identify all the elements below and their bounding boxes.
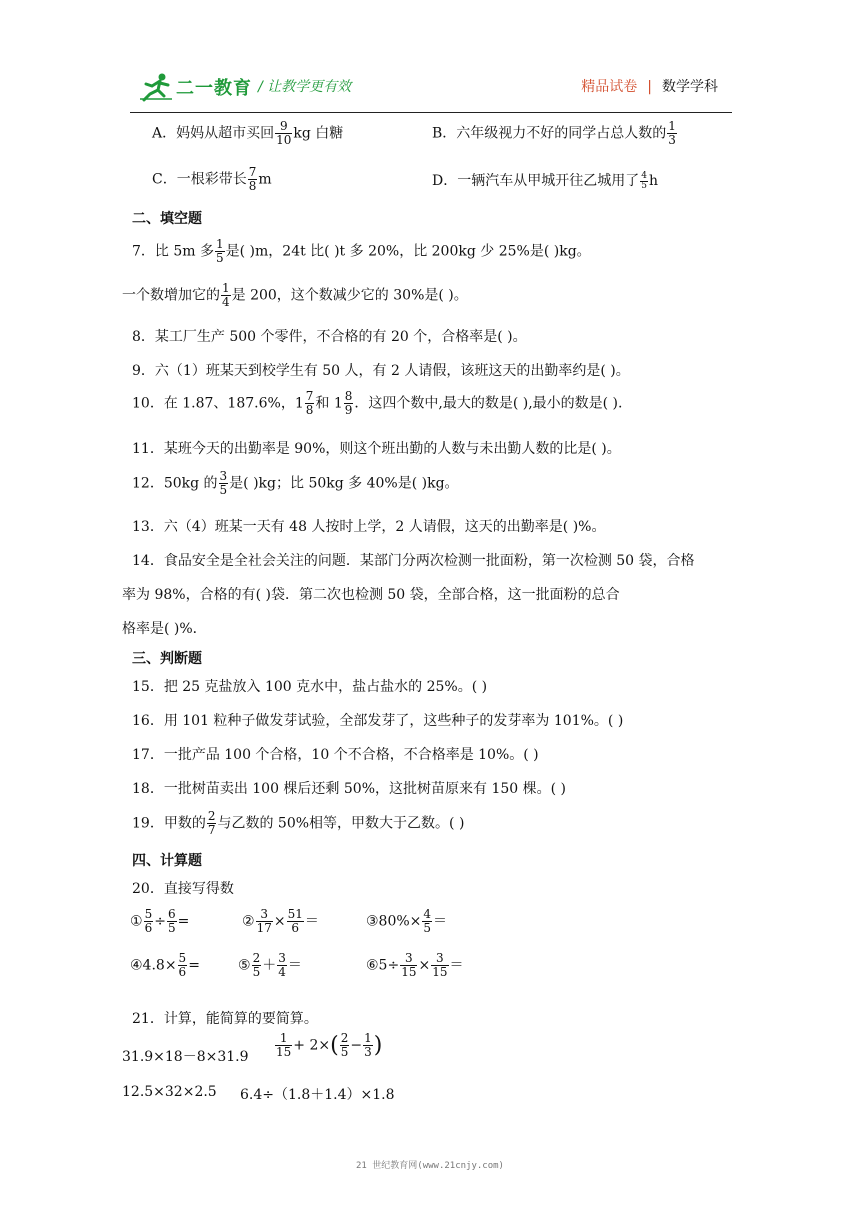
denominator: 17 [256, 921, 272, 935]
fraction [219, 470, 229, 497]
q21-expression-2 [274, 1032, 382, 1059]
equals: ＝ [287, 957, 302, 974]
denominator: 5 [167, 921, 176, 935]
operator: × [418, 957, 431, 974]
runner-logo-icon [138, 72, 174, 102]
section-title-judge: 三、判断题 [132, 651, 202, 667]
numerator: 5 [178, 951, 187, 965]
question-18: 18．一批树苗卖出 100 棵后还剩 50%，这批树苗原来有 150 棵。( ) [132, 781, 566, 797]
question-15: 15．把 25 克盐放入 100 克水中，盐占盐水的 25%。( ) [132, 679, 488, 695]
equals: ＝ [433, 913, 448, 930]
denominator: 6 [291, 921, 300, 935]
logo [138, 70, 258, 104]
operator: − [350, 1037, 363, 1054]
q19-text: 19．甲数的 [132, 815, 206, 832]
question-14-line1: 14．食品安全是全社会关注的问题．某部门分两次检测一批面粉，第一次检测 50 袋，合格 [132, 553, 695, 569]
q7-text-rest: 是( )m，24t 比( )t 多 20%，比 200kg 少 25%是( )kg。 [225, 243, 591, 260]
fraction [340, 1032, 350, 1059]
q7b-text: 一个数增加它的 [122, 287, 220, 304]
question-8: 8．某工厂生产 500 个零件，不合格的有 20 个，合格率是( )。 [132, 329, 527, 345]
q21-expression-3: 12.5×32×2.5 [122, 1084, 217, 1100]
numerator: 5 [144, 907, 153, 921]
option-d-text: D．一辆汽车从甲城开往乙城用了 [432, 173, 640, 189]
fraction [221, 282, 231, 309]
q7-text: 7．比 5m 多 [132, 243, 214, 260]
calc-item-4 [130, 952, 200, 979]
numerator: 4 [423, 907, 432, 921]
calc-item-2 [242, 908, 319, 935]
denominator: 15 [401, 965, 417, 979]
equals: ＝ [304, 913, 319, 930]
numerator: 8 [344, 389, 353, 403]
denominator: 3 [668, 133, 676, 147]
fraction [252, 952, 262, 979]
question-9: 9．六（1）班某天到校学生有 50 人，有 2 人请假，该班这天的出勤率约是( )。 [132, 363, 630, 379]
calc-index: ⑤ [238, 957, 251, 974]
question-10 [132, 390, 622, 417]
equals: ＝ [449, 957, 464, 974]
denominator: 10 [276, 133, 292, 147]
calc-index: ④4.8× [130, 957, 177, 974]
q10-text-mid: 和 1 [315, 395, 343, 412]
header-subject [581, 76, 718, 96]
section-title-calc: 四、计算题 [132, 853, 202, 869]
section-title-fill: 二、填空题 [132, 211, 202, 227]
q21-expression-4: 6.4÷（1.8＋1.4）×1.8 [240, 1087, 395, 1103]
numerator: 1 [222, 281, 230, 295]
option-c [152, 166, 272, 193]
option-d [432, 170, 658, 191]
denominator: 5 [641, 180, 647, 191]
fraction [667, 120, 677, 147]
question-7b [122, 282, 468, 309]
fraction [256, 908, 273, 935]
numerator: 1 [668, 119, 676, 133]
question-20: 20．直接写得数 [132, 881, 234, 897]
numerator: 4 [641, 170, 647, 181]
calc-item-3 [366, 908, 447, 935]
denominator: 15 [432, 965, 448, 979]
page-header [130, 66, 732, 113]
fraction [277, 952, 287, 979]
q12-text: 12．50kg 的 [132, 475, 218, 492]
denominator: 8 [305, 403, 314, 417]
numerator: 3 [400, 952, 417, 966]
calc-index: ③80%× [366, 913, 422, 930]
question-7 [132, 238, 591, 265]
denominator: 7 [207, 823, 216, 837]
numerator: 3 [219, 469, 228, 483]
fraction [144, 908, 154, 935]
fraction [215, 238, 225, 265]
option-c-unit: m [258, 171, 272, 188]
q19-text-rest: 与乙数的 50%相等，甲数大于乙数。( ) [217, 815, 465, 832]
question-14-line2: 率为 98%，合格的有( )袋．第二次也检测 50 袋，全部合格，这一批面粉的总合 [122, 587, 620, 603]
denominator: 5 [216, 251, 224, 265]
question-11: 11．某班今天的出勤率是 90%，则这个班出勤的人数与未出勤人数的比是( )。 [132, 441, 621, 457]
question-12 [132, 470, 459, 497]
header-separator: | [647, 79, 652, 95]
numerator: 1 [275, 1032, 292, 1046]
calc-index: ⑥5÷ [366, 957, 400, 974]
left-paren: ( [330, 1033, 339, 1058]
calc-index: ② [242, 913, 255, 930]
denominator: 4 [278, 965, 286, 979]
q21-expression-1: 31.9×18－8×31.9 [122, 1049, 249, 1065]
fraction [287, 908, 304, 935]
option-c-text: C．一根彩带长 [152, 171, 247, 188]
fraction [178, 952, 188, 979]
denominator: 6 [178, 965, 187, 979]
operator: × [273, 913, 286, 930]
fraction [305, 390, 315, 417]
header-label-subject: 数学学科 [662, 79, 718, 95]
option-d-unit: h [648, 173, 658, 189]
numerator: 2 [340, 1031, 349, 1045]
fraction [275, 1032, 292, 1059]
numerator: 1 [216, 237, 224, 251]
fraction [275, 120, 292, 147]
calc-item-1 [130, 908, 189, 935]
numerator: 7 [305, 389, 314, 403]
q10-text-rest: ．这四个数中,最大的数是( ),最小的数是( ). [354, 395, 623, 412]
denominator: 5 [340, 1045, 349, 1059]
denominator: 9 [344, 403, 353, 417]
denominator: 8 [248, 179, 257, 193]
equals: = [177, 913, 190, 930]
equals: = [188, 957, 200, 974]
question-19 [132, 810, 464, 837]
slogan: / 让教学更有效 [258, 79, 352, 95]
question-13: 13．六（4）班某一天有 48 人按时上学，2 人请假，这天的出勤率是( )%。 [132, 519, 606, 535]
q12-text-rest: 是( )kg；比 50kg 多 40%是( )kg。 [229, 475, 459, 492]
operator: + 2× [293, 1037, 331, 1054]
numerator: 9 [275, 120, 292, 134]
denominator: 6 [144, 921, 153, 935]
numerator: 1 [364, 1031, 372, 1045]
header-label-quality: 精品试卷 [581, 79, 638, 95]
numerator: 2 [207, 809, 216, 823]
fraction [207, 810, 217, 837]
denominator: 3 [364, 1045, 372, 1059]
fraction [248, 166, 258, 193]
denominator: 15 [276, 1045, 292, 1059]
option-b-text: B．六年级视力不好的同学占总人数的 [432, 125, 667, 142]
calc-index: ① [130, 913, 143, 930]
fraction [431, 952, 448, 979]
question-21: 21．计算，能简算的要简算。 [132, 1011, 318, 1027]
fraction [363, 1032, 373, 1059]
option-a-text: A．妈妈从超市买回 [152, 125, 275, 142]
option-a [152, 120, 343, 147]
option-b [432, 120, 678, 147]
calc-item-6 [366, 952, 464, 979]
question-14-line3: 格率是( )%． [122, 621, 207, 637]
operator: ＋ [262, 957, 277, 974]
numerator: 3 [278, 951, 286, 965]
numerator: 7 [248, 165, 257, 179]
fraction [167, 908, 177, 935]
numerator: 3 [256, 908, 273, 922]
denominator: 5 [252, 965, 261, 979]
denominator: 5 [423, 921, 432, 935]
fraction [344, 390, 354, 417]
denominator: 4 [222, 295, 230, 309]
operator: ÷ [154, 913, 166, 930]
option-a-unit: kg 白糖 [293, 125, 344, 142]
q10-text: 10．在 1.87、187.6%，1 [132, 395, 304, 412]
numerator: 2 [252, 951, 261, 965]
calc-item-5 [238, 952, 302, 979]
page-footer: 21 世纪教育网(www.21cnjy.com) [356, 1161, 504, 1171]
fraction [422, 908, 432, 935]
right-paren: ) [373, 1033, 383, 1058]
q7b-text-rest: 是 200，这个数减少它的 30%是( )。 [231, 287, 468, 304]
numerator: 51 [287, 907, 303, 921]
numerator: 6 [167, 907, 176, 921]
question-16: 16．用 101 粒种子做发芽试验，全部发芽了，这些种子的发芽率为 101%。( ) [132, 713, 624, 729]
fraction [400, 952, 417, 979]
fraction [640, 172, 648, 191]
numerator: 3 [431, 952, 448, 966]
question-17: 17．一批产品 100 个合格，10 个不合格，不合格率是 10%。( ) [132, 747, 539, 763]
logo-text: 二一教育 [176, 78, 252, 99]
denominator: 5 [219, 483, 228, 497]
